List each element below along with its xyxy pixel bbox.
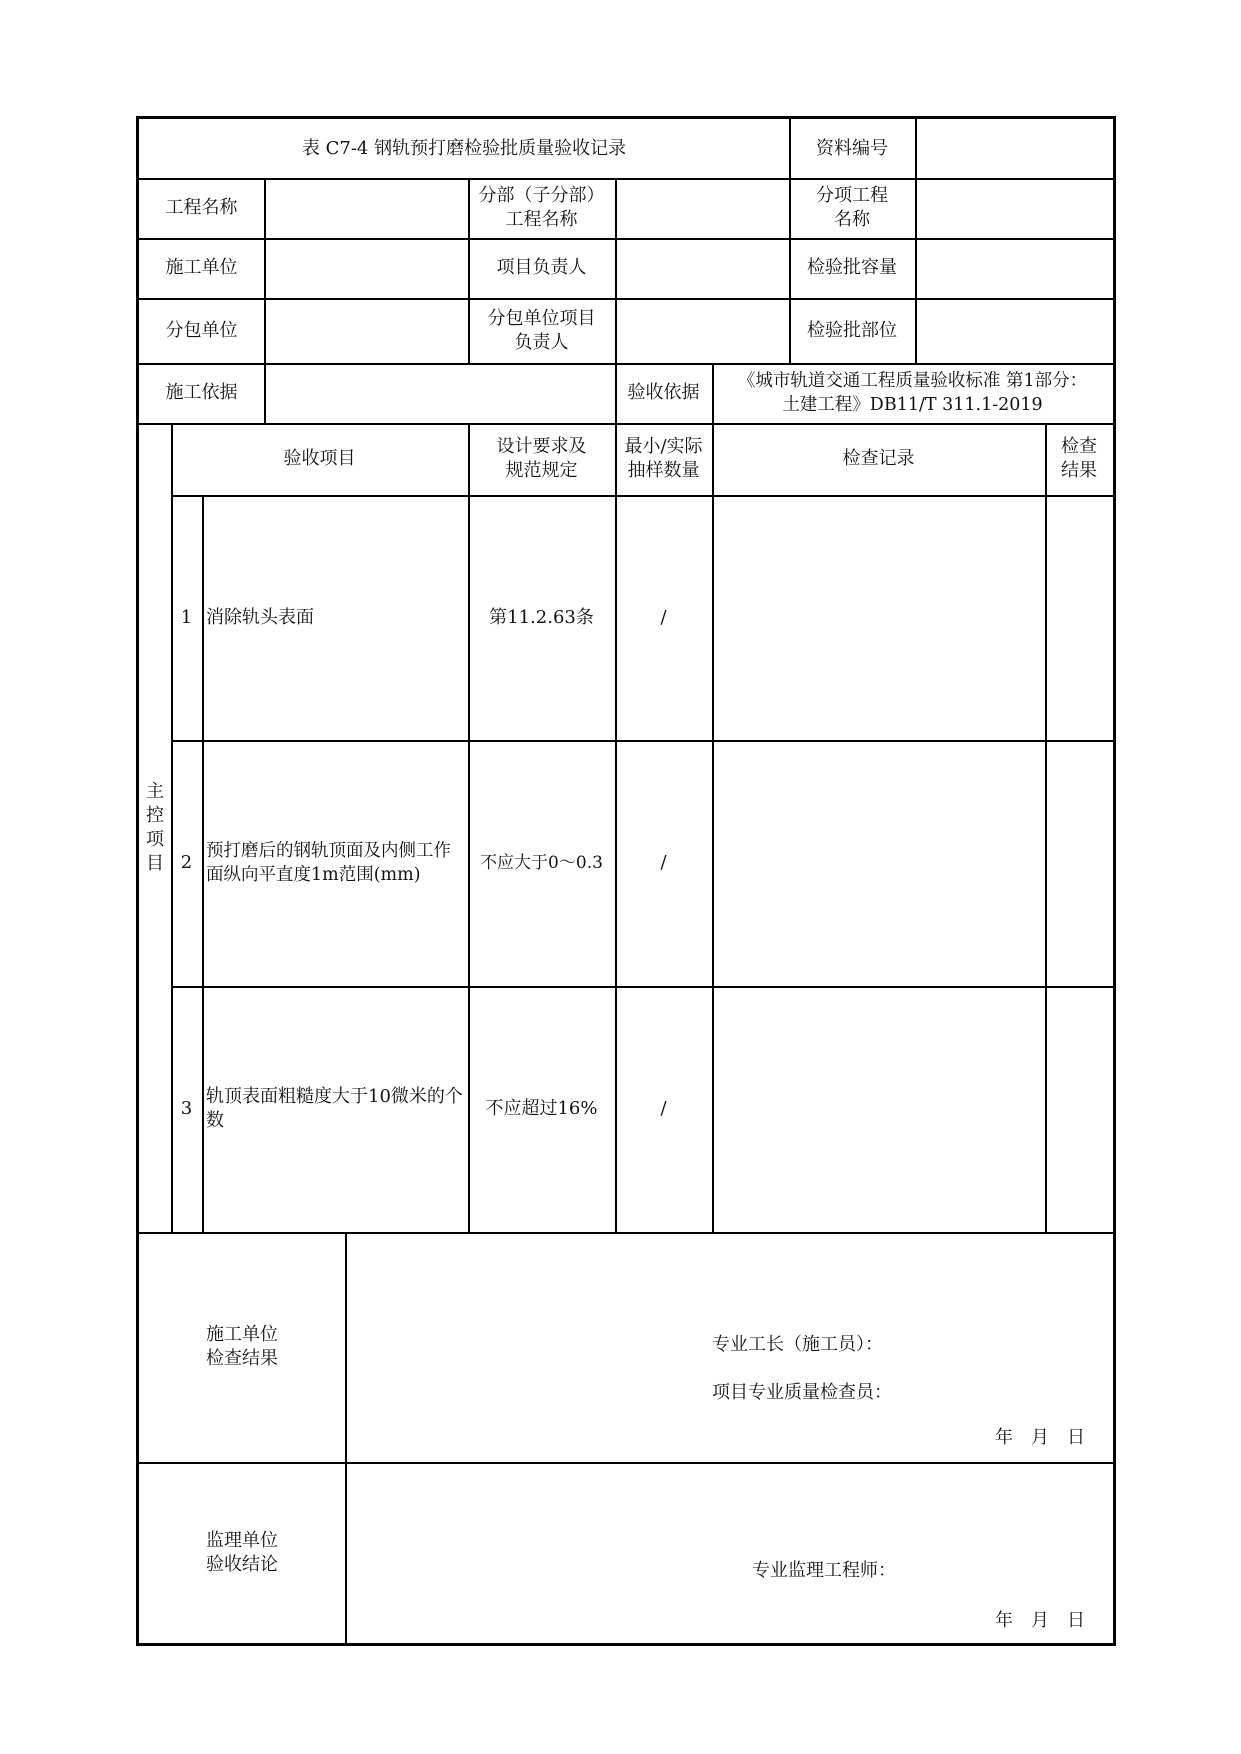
col-divider — [202, 495, 204, 1232]
sample-quantity: / — [660, 852, 667, 873]
col-header-record: 检查记录 — [842, 448, 915, 469]
inspection-result-field[interactable] — [1045, 986, 1113, 1232]
row-number: 3 — [180, 1098, 193, 1119]
record-no-label: 资料编号 — [816, 137, 888, 159]
contractor-check-label: 施工单位 检查结果 — [206, 1324, 278, 1369]
batch-capacity-label: 检验批容量 — [807, 257, 897, 278]
subcontractor-field[interactable] — [264, 298, 468, 363]
acceptance-basis-value: 《城市轨道交通工程质量验收标准 第1部分： 土建工程》DB11/T 311.1-2019 — [737, 371, 1088, 415]
project-manager-field[interactable] — [615, 238, 789, 298]
supervisor-date-label: 年 月 日 — [995, 1610, 1085, 1631]
record-no-field[interactable] — [915, 119, 1113, 178]
col-header-sample: 最小/实际 抽样数量 — [624, 436, 703, 481]
col-header-result: 检查 结果 — [1061, 436, 1097, 481]
inspection-record-field[interactable] — [712, 740, 1045, 986]
contractor-date-label: 年 月 日 — [995, 1427, 1085, 1448]
sub-manager-label: 分包单位项目 负责人 — [487, 307, 596, 353]
project-manager-label: 项目负责人 — [496, 257, 587, 278]
basis-field[interactable] — [264, 363, 615, 423]
design-requirement: 第11.2.63条 — [489, 606, 594, 628]
acceptance-basis-label: 验收依据 — [627, 382, 700, 403]
quality-inspector-signature-label: 项目专业质量检查员： — [712, 1382, 892, 1403]
main-control-section-label: 主 控 项 目 — [146, 780, 164, 874]
form-title: 表 C7-4 钢轨预打磨检验批质量验收记录 — [301, 137, 627, 159]
sample-quantity: / — [660, 1098, 667, 1119]
batch-location-field[interactable] — [915, 298, 1113, 363]
subdivision-field[interactable] — [615, 178, 789, 238]
acceptance-record-form — [136, 116, 1116, 1646]
project-name-label: 工程名称 — [165, 197, 238, 218]
col-header-item: 验收项目 — [283, 448, 356, 469]
row-number: 1 — [180, 606, 193, 628]
project-name-field[interactable] — [264, 178, 468, 238]
subitem-field[interactable] — [915, 178, 1113, 238]
row-number: 2 — [180, 852, 193, 873]
contractor-field[interactable] — [264, 238, 468, 298]
inspection-item: 轨顶表面粗糙度大于10微米的个数 — [206, 1086, 463, 1131]
supervisor-check-label: 监理单位 验收结论 — [206, 1529, 278, 1575]
basis-label: 施工依据 — [165, 382, 238, 403]
inspection-item: 消除轨头表面 — [206, 606, 314, 628]
col-header-design: 设计要求及 规范规定 — [496, 436, 587, 481]
design-requirement: 不应大于0～0.3 — [480, 853, 603, 873]
subitem-label: 分项工程 名称 — [816, 185, 888, 230]
sub-manager-field[interactable] — [615, 298, 789, 363]
inspection-record-field[interactable] — [712, 986, 1045, 1232]
inspection-result-field[interactable] — [1045, 740, 1113, 986]
batch-capacity-field[interactable] — [915, 238, 1113, 298]
inspection-result-field[interactable] — [1045, 495, 1113, 740]
supervision-engineer-signature-label: 专业监理工程师： — [752, 1560, 896, 1581]
subdivision-label: 分部（子分部） 工程名称 — [478, 185, 605, 230]
design-requirement: 不应超过16% — [485, 1098, 598, 1119]
foreman-signature-label: 专业工长（施工员）： — [712, 1334, 883, 1355]
sample-quantity: / — [660, 606, 667, 628]
inspection-record-field[interactable] — [712, 495, 1045, 740]
subcontractor-label: 分包单位 — [165, 319, 238, 341]
contractor-label: 施工单位 — [165, 257, 238, 278]
inspection-item: 预打磨后的钢轨顶面及内侧工作面纵向平直度1m范围(mm) — [206, 841, 451, 885]
batch-location-label: 检验批部位 — [807, 319, 897, 341]
